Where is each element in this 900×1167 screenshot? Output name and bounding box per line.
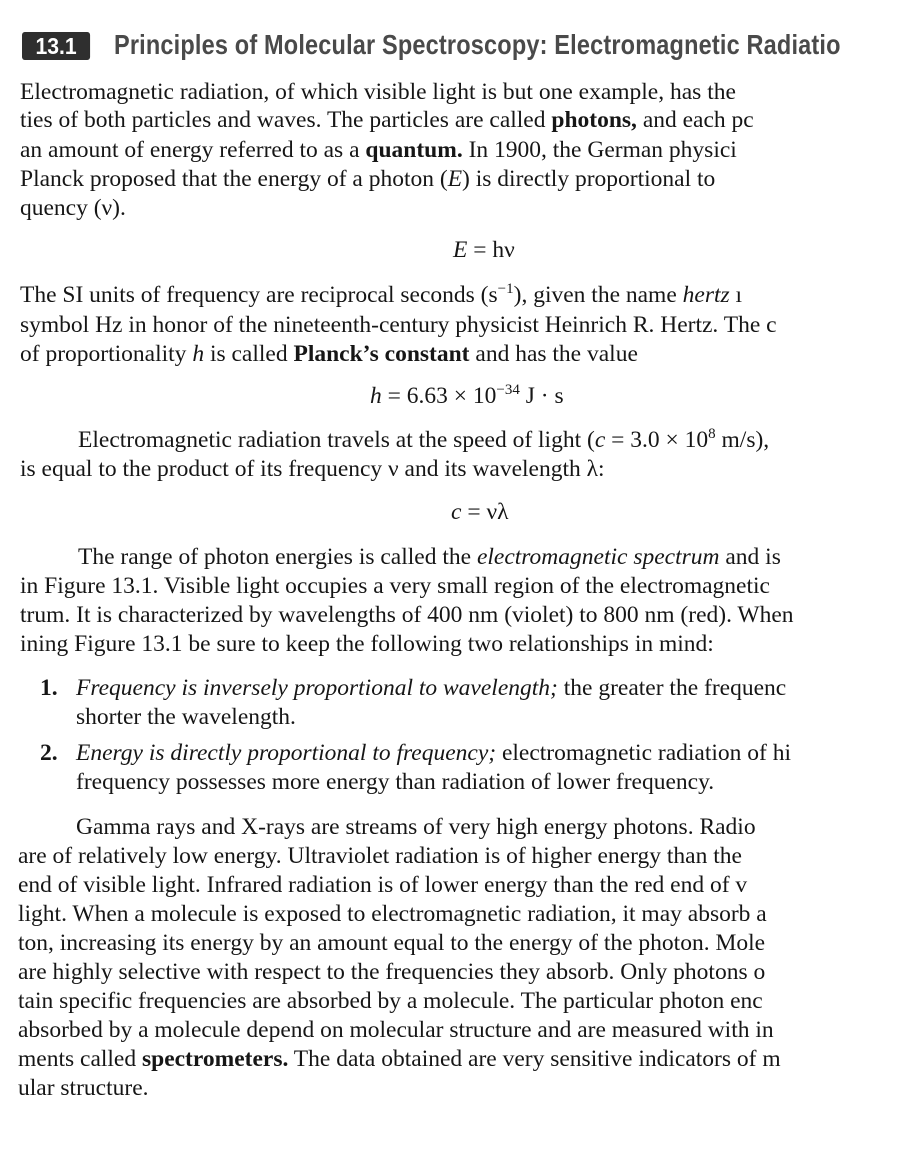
text-line: are of relatively low energy. Ultraviolet radiation is of higher energy than the [18,843,742,869]
equation-speed-of-light: c = νλ [451,499,509,525]
text-line: absorbed by a molecule depend on molecular structure and are measured with in [18,1017,774,1043]
text-line: in Figure 13.1. Visible light occupies a very small region of the electromagnetic [20,573,770,599]
text-line: end of visible light. Infrared radiation is of lower energy than the red end of v [18,872,748,898]
text-line: symbol Hz in honor of the nineteenth-century physicist Heinrich R. Hertz. The c [20,312,777,338]
text-line: quency (ν). [20,195,126,221]
text-line: ton, increasing its energy by an amount equal to the energy of the photon. Mole [18,930,766,956]
text-line: tain specific frequencies are absorbed by a molecule. The particular photon enc [18,988,763,1014]
text-line: Planck proposed that the energy of a photon (E) is directly proportional to [20,166,716,192]
section-heading [22,26,900,64]
term-photons: photons, [551,107,637,133]
text-line: light. When a molecule is exposed to electromagnetic radiation, it may absorb a [18,901,767,927]
text-line: frequency possesses more energy than radiation of lower frequency. [76,769,715,795]
text-line: an amount of energy referred to as a quantum. In 1900, the German physici [20,137,737,163]
list-number: 2. [40,740,58,766]
section-number-badge: 13.1 [22,32,90,60]
section-title: Principles of Molecular Spectroscopy: Electromagnetic Radiatio [114,29,841,60]
text-line: Electromagnetic radiation, of which visible light is but one example, has the [20,79,736,105]
text-line: Energy is directly proportional to frequency; electromagnetic radiation of hi [76,740,792,766]
text-line: shorter the wavelength. [76,704,296,730]
text-line: The SI units of frequency are reciprocal seconds $(s^{-1})$, given the name hertz ı [20,281,743,308]
equation-energy: E = hν [453,237,515,263]
text-line: Electromagnetic radiation travels at the speed of light ($c = 3.0 \times 10^8$ m/s), [78,426,770,453]
term-plancks-constant: Planck’s constant [293,341,470,367]
text-line: of proportionality h is called Planck’s constant and has the value [20,341,638,367]
term-spectrometers: spectrometers. [141,1046,289,1072]
text-line: ments called spectrometers. The data obtained are very sensitive indicators of m [18,1046,781,1072]
text-line: ining Figure 13.1 be sure to keep the following two relationships in mind: [20,631,714,657]
text-line: Gamma rays and X-rays are streams of very high energy photons. Radio [76,814,756,840]
list-number: 1. [40,675,58,701]
text-line: is equal to the product of its frequency ν and its wavelength λ: [20,456,605,482]
equation-plancks-constant: $h = 6.63 \times 10^{-34}$ J · s [370,382,564,409]
text-line: ties of both particles and waves. The particles are called photons, and each pc [20,107,754,133]
text-line: The range of photon energies is called the electromagnetic spectrum and is [78,544,781,570]
text-line: are highly selective with respect to the frequencies they absorb. Only photons o [18,959,766,985]
text-line: Frequency is inversely proportional to wavelength; the greater the frequenc [76,675,787,701]
text-line: ular structure. [18,1075,149,1101]
text-line: trum. It is characterized by wavelengths of 400 nm (violet) to 800 nm (red). When [20,602,794,628]
term-quantum: quantum. [365,137,463,163]
